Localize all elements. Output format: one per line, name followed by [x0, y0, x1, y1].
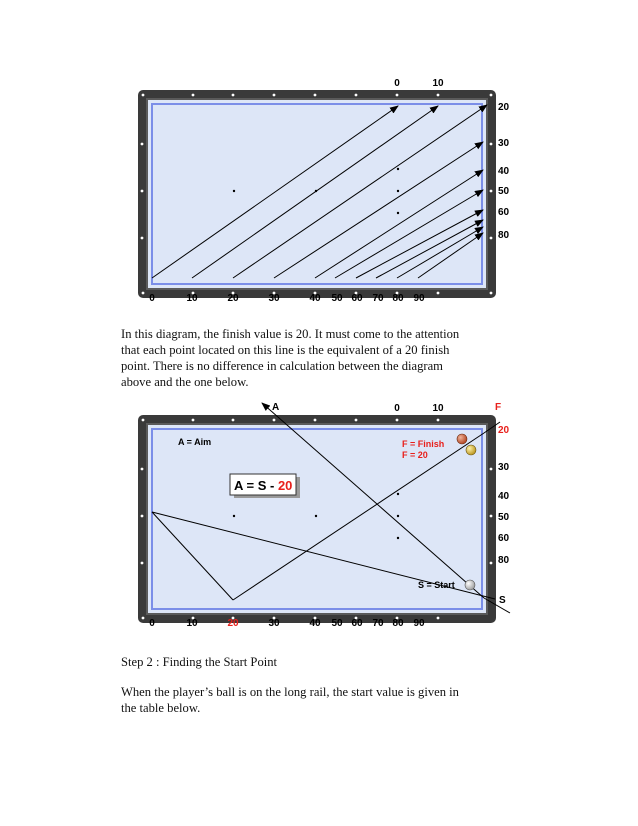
top-label-0: 0 — [394, 403, 400, 414]
red-ball — [457, 434, 467, 444]
right-label-80: 80 — [498, 555, 510, 566]
bottom-label: 0 — [149, 293, 155, 304]
bottom-label: 60 — [351, 293, 363, 304]
bottom-label: 90 — [413, 618, 425, 629]
paragraph-start-value: When the player’s ball is on the long rail, the start value is given in the table below. — [121, 685, 459, 715]
right-label-60: 60 — [498, 207, 510, 218]
right-label-50: 50 — [498, 186, 510, 197]
table-cloth — [148, 100, 486, 288]
legend-aim: A = Aim — [178, 437, 212, 447]
diagram-2 — [0, 395, 638, 675]
finish-letter: F — [495, 402, 502, 413]
paragraph-finish-value: In this diagram, the finish value is 20. It must come to the attention that each point located on this line is the equivalent of a 20 finish point. There is no difference in calculation between the diagram above and the one below. — [121, 327, 460, 389]
legend-start: S = Start — [418, 580, 455, 590]
legend-finish-value: F = 20 — [402, 450, 428, 460]
legend-finish: F = Finish — [402, 439, 445, 449]
bottom-label: 30 — [268, 293, 280, 304]
bottom-label: 90 — [413, 293, 425, 304]
bottom-label: 80 — [392, 293, 404, 304]
bottom-label: 40 — [309, 293, 321, 304]
diagram-1-svg — [0, 70, 638, 350]
bottom-label: 20 — [227, 293, 239, 304]
bottom-label: 80 — [392, 618, 404, 629]
top-label-0: 0 — [394, 78, 400, 89]
bottom-label: 50 — [331, 293, 343, 304]
formula-text — [234, 478, 292, 493]
diagram-1 — [0, 70, 638, 350]
yellow-ball — [466, 445, 476, 455]
diagram-2-svg — [0, 395, 638, 675]
bottom-label: 70 — [372, 618, 384, 629]
start-letter: S — [499, 595, 506, 606]
bottom-label: 20 — [227, 618, 239, 629]
formula-box — [230, 474, 300, 498]
formula-value: 20 — [277, 478, 293, 493]
aim-letter: A — [272, 402, 280, 413]
top-label-10: 10 — [432, 403, 444, 414]
bottom-label: 10 — [186, 618, 198, 629]
bottom-label: 60 — [351, 618, 363, 629]
right-label-50: 50 — [498, 512, 510, 523]
right-label-80: 80 — [498, 230, 510, 241]
right-label-40: 40 — [498, 166, 510, 177]
right-label-30: 30 — [498, 138, 510, 149]
step-heading: Step 2 : Finding the Start Point — [121, 655, 278, 669]
right-label-60: 60 — [498, 533, 510, 544]
formula-prefix: A = S - — [234, 478, 278, 493]
bottom-label: 50 — [331, 618, 343, 629]
bottom-label: 70 — [372, 293, 384, 304]
cue-ball — [465, 580, 475, 590]
top-label-10: 10 — [432, 78, 444, 89]
bottom-label: 30 — [268, 618, 280, 629]
bottom-label: 40 — [309, 618, 321, 629]
bottom-label: 0 — [149, 618, 155, 629]
right-label-20: 20 — [498, 425, 510, 436]
right-label-40: 40 — [498, 491, 510, 502]
bottom-label: 10 — [186, 293, 198, 304]
right-label-30: 30 — [498, 462, 510, 473]
right-label-20: 20 — [498, 102, 510, 113]
